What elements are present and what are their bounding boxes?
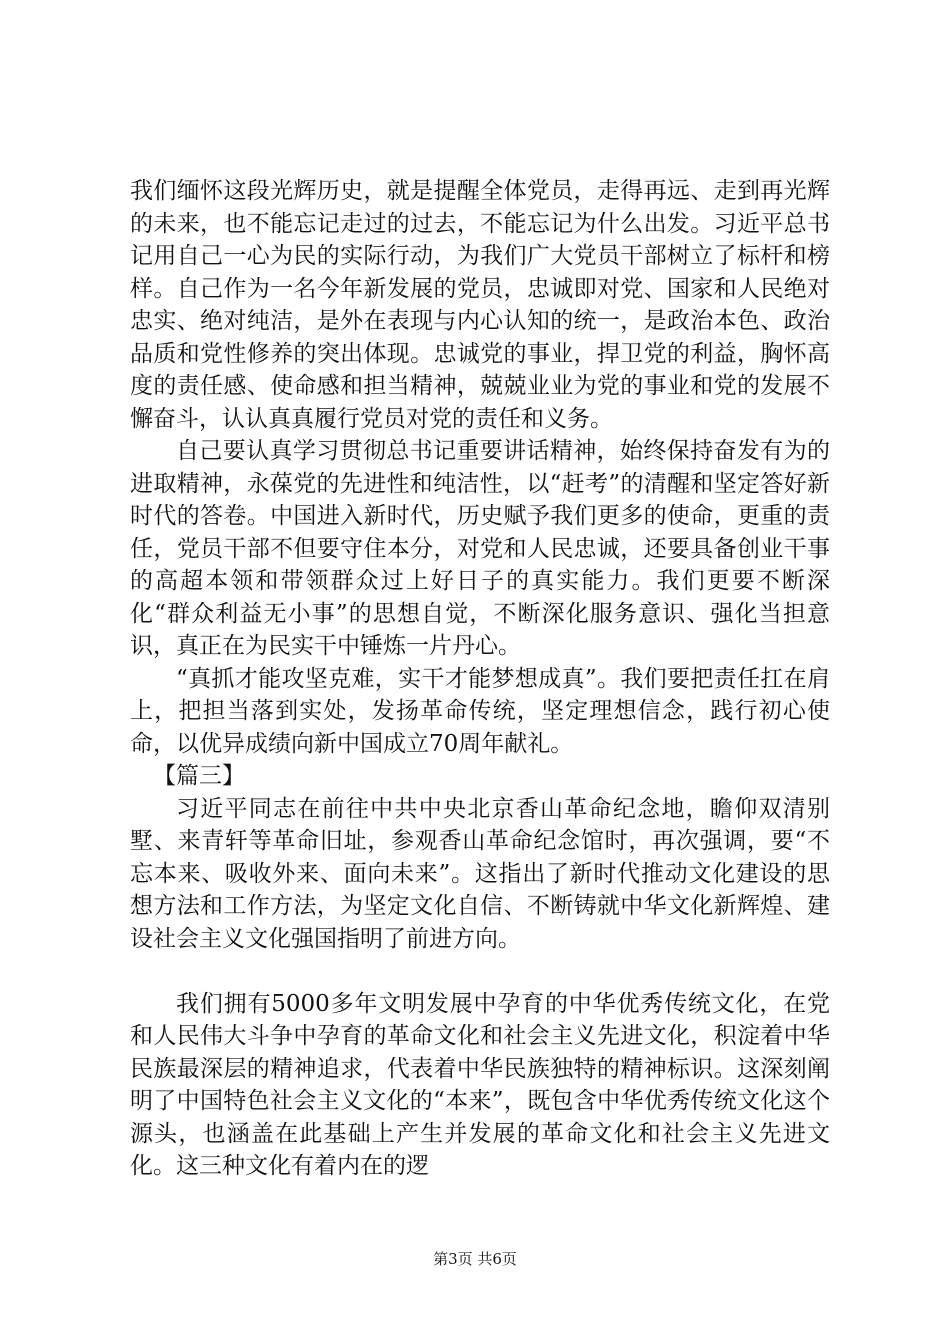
section-heading-part-three: 【篇三】 <box>153 763 245 789</box>
paragraph-study-spirit: 自己要认真学习贯彻总书记重要讲话精神，始终保持奋发有为的进取精神，永葆党的先进性和纯洁性，以“赶考”的清醒和坚定答好新时代的答卷。中国进入新时代，历史赋予我们更多的使命，更重的责任，党员干部不但要守住本分，对党和人民忠诚，还要具备创业干事的高超本领和带领群众过上好日子的真实能力。我们更要不断深化“群众利益无小事”的思想自觉，不断深化服务意识、强化当担意识，真正在为民实干中锤炼一片丹心。 <box>130 438 830 659</box>
paragraph-loyalty: 我们缅怀这段光辉历史，就是提醒全体党员，走得再远、走到再光辉的未来，也不能忘记走过的过去，不能忘记为什么出发。习近平总书记用自己一心为民的实际行动，为我们广大党员干部树立了标杆和榜样。自己作为一名今年新发展的党员，忠诚即对党、国家和人民绝对忠实、绝对纯洁，是外在表现与内心认知的统一，是政治本色、政治品质和党性修养的突出体现。忠诚党的事业，捍卫党的利益，胸怀高度的责任感、使命感和担当精神，兢兢业业为党的事业和党的发展不懈奋斗，认认真真履行党员对党的责任和义务。 <box>130 178 830 432</box>
paragraph-spacer <box>130 955 830 988</box>
page-number-footer: 第3页 共6页 <box>433 1250 517 1268</box>
paragraph-culture-origin: 我们拥有5000多年文明发展中孕育的中华优秀传统文化，在党和人民伟大斗争中孕育的革命文化和社会主义先进文化，积淀着中华民族最深层的精神追求，代表着中华民族独特的精神标识。这深刻阐明了中国特色社会主义文化的“本来”，既包含中华优秀传统文化这个源头，也涵盖在此基础上产生并发展的革命文化和社会主义先进文化。这三种文化有着内在的逻 <box>130 990 830 1179</box>
paragraph-hard-work: “真抓才能攻坚克难，实干才能梦想成真”。我们要把责任扛在肩上，把担当落到实处，发扬革命传统，坚定理想信念，践行初心使命，以优异成绩向新中国成立70周年献礼。 <box>130 665 830 757</box>
document-body <box>130 175 830 1183</box>
paragraph-xiangshan-visit: 习近平同志在前往中共中央北京香山革命纪念地，瞻仰双清别墅、来青轩等革命旧址，参观香山革命纪念馆时，再次强调，要“不忘本来、吸收外来、面向未来”。这指出了新时代推动文化建设的思想方法和工作方法，为坚定文化自信、不断铸就中华文化新辉煌、建设社会主义文化强国指明了前进方向。 <box>130 795 830 952</box>
